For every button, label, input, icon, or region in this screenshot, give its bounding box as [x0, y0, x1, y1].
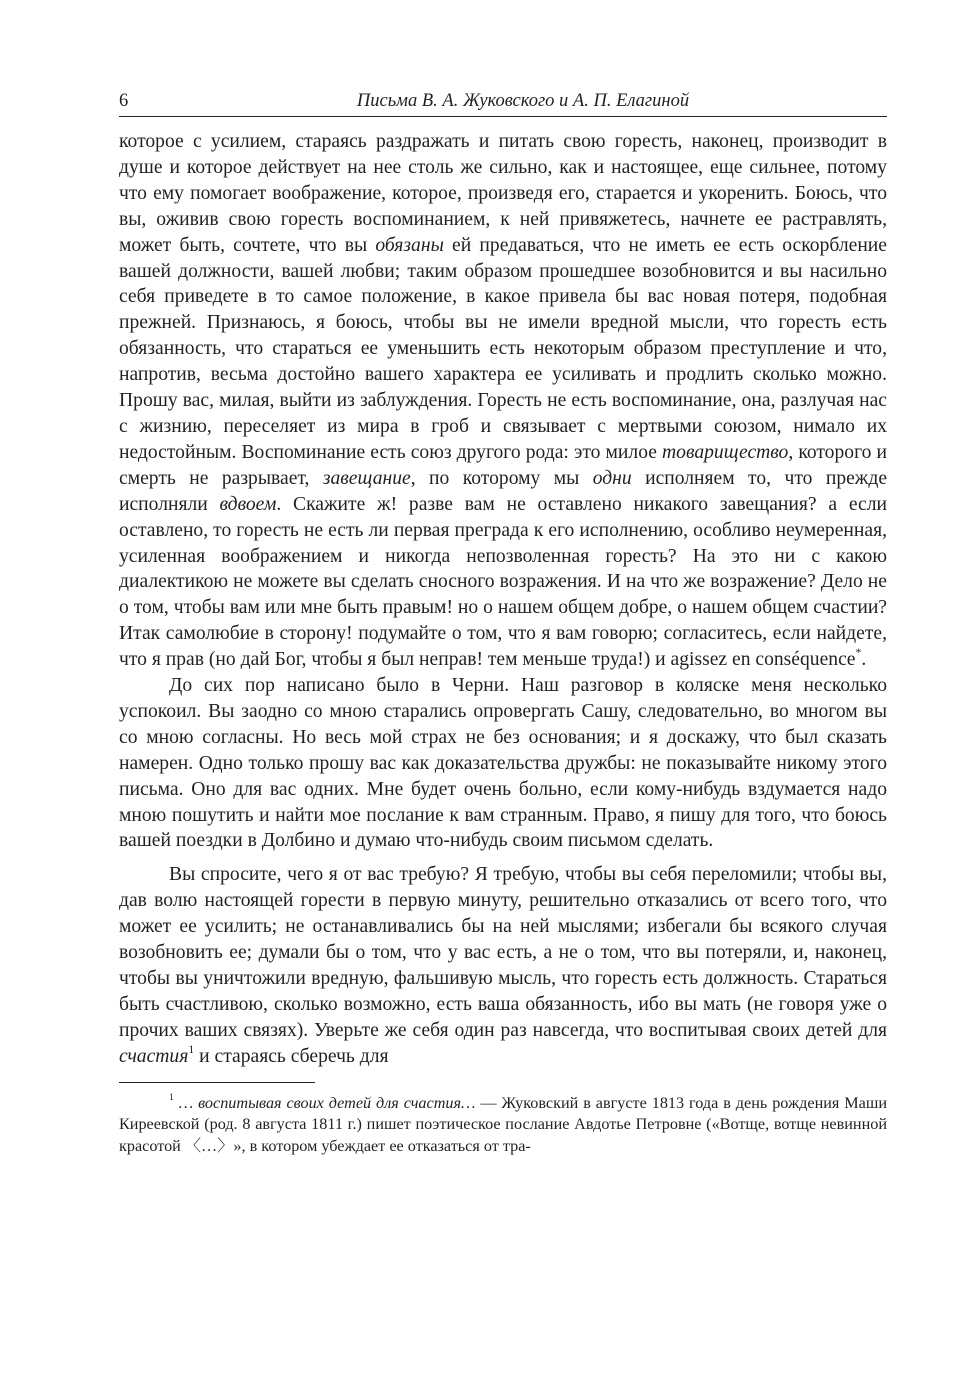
text-run: и стараясь сберечь для	[194, 1045, 389, 1067]
paragraph-3	[119, 862, 887, 1069]
italic-run: завещание	[322, 467, 411, 489]
text-run: . Скажите ж! разве вам не оставлено никакого завещания? а если оставлено, то горесть не есть ли первая преграда к его исполнению, особливо неумеренная, усиленная воображением и никогда непозволенная горесть? На это ни с какою диалектикою не можете вы сделать сносного возражения. И на что же возражение? Дело не о том, чтобы вам или мне быть правым! но о нашем общем добре, о нашем общем счастии? Итак самолюбие в сторону! подумайте о том, что я вам говорю; согласитесь, если найдете, что я прав (но дай Бог, чтобы я был неправ! тем меньше труда!) и agissez en conséquence	[119, 493, 887, 671]
footnote-lemma: … воспитывая своих детей для счастия…	[173, 1093, 476, 1112]
text-run: .	[861, 649, 867, 671]
page-number: 6	[119, 91, 129, 111]
text-run: Вы спросите, чего я от вас требую? Я требую, чтобы вы себя переломили; чтобы вы, дав волю настоящей горести в первую минуту, решительно отказались от всего того, что может ее усилить; не останавливались бы на ней мыслями; избегали бы всякого случая возобновить ее; думали бы о том, что у вас есть, а не о том, что вы потеряли, и, наконец, чтобы вы уничтожили вредную, фальшивую мысль, что горесть есть должность. Стараться быть счастливою, сколько возможно, есть ваша обязанность, ибо вы мать (не говоря уже о прочих ваших связях). Уверьте же себя один раз навсегда, что воспитывая своих детей для	[119, 864, 887, 1041]
text-run: , которого и смерть не разрывает,	[119, 441, 887, 489]
text-run: , по которому мы	[410, 467, 593, 489]
footnote-1	[119, 1093, 887, 1158]
italic-run: обязаны	[375, 234, 444, 256]
italic-run: товарищество	[662, 441, 789, 463]
footnote-separator	[119, 1082, 315, 1083]
running-head	[119, 86, 887, 117]
paragraph-1	[119, 129, 887, 673]
italic-run: счастия	[119, 1045, 189, 1067]
running-title: Письма В. А. Жуковского и А. П. Елагиной	[356, 91, 690, 111]
italic-run: одни	[592, 467, 632, 489]
text-run: ей предаваться, что не иметь ее есть оскорбление вашей должности, вашей любви; таким образом прошедшее возобновится и вы насильно себя приведете в то самое положение, в какое привела бы вас новая потеря, подобная прежней. Признаюсь, я боюсь, чтобы вы не имели вредной мысли, что горесть есть обязанность, что стараться ее уменьшить есть некоторым образом преступление и что, напротив, весьма достойно вашего характера ее усиливать и продлить сколько можно. Прошу вас, милая, выйти из заблуждения. Горесть не есть воспоминание, она, разлучая нас с жизнию, переселяет из мира в гроб и связывает с мертвыми союзом, нимало их недостойным. Воспоминание есть союз другого рода: это милое	[119, 234, 887, 463]
text-run: которое с усилием, стараясь раздражать и питать свою горесть, наконец, производит в душе и которое действует на нее столь же сильно, как и настоящее, еще сильнее, потому что ему помогает воображение, которое, произведя его, старается и укоренить. Боюсь, что вы, оживив свою горесть воспоминанием, к ней привяжетесь, начнете ее растравлять, может быть, сочтете, что вы	[119, 131, 887, 256]
footnote-marker-star: *	[855, 646, 862, 660]
main-text	[119, 129, 887, 1070]
document-page	[119, 86, 887, 1157]
footnote-number: 1	[169, 1092, 174, 1104]
paragraph-2: До сих пор написано было в Черни. Наш разговор в коляске меня несколько успокоил. Вы заодно со мною старались опровергать Сашу, следовательно, во многом вы со мною согласны. Но весь мой страх не без основания; и я доскажу, что был сказать намерен. Одно только прошу вас как доказательства дружбы: не показывайте никому этого письма. Оно для вас одних. Мне будет очень больно, если кому-нибудь вздумается надо мною пошутить и найти мое послание к вам странным. Право, я пишу для того, что боюсь вашей поездки в Долбино и думаю что-нибудь своим письмом сделать.	[119, 675, 887, 852]
footnote-marker-1: 1	[188, 1043, 195, 1057]
footnote	[119, 1093, 887, 1158]
footnote-text: — Жуковский в августе 1813 года в день рождения Маши Киреевской (род. 8 августа 1811 г.) пишет поэтическое послание Авдотье Петровне («Вотще, вотще невинной красотой 〈…〉», в котором убеждает ее отказаться от тра-	[119, 1093, 887, 1155]
text-run: исполняем то, что прежде исполняли	[119, 467, 888, 515]
italic-run: вдвоем	[219, 493, 277, 515]
